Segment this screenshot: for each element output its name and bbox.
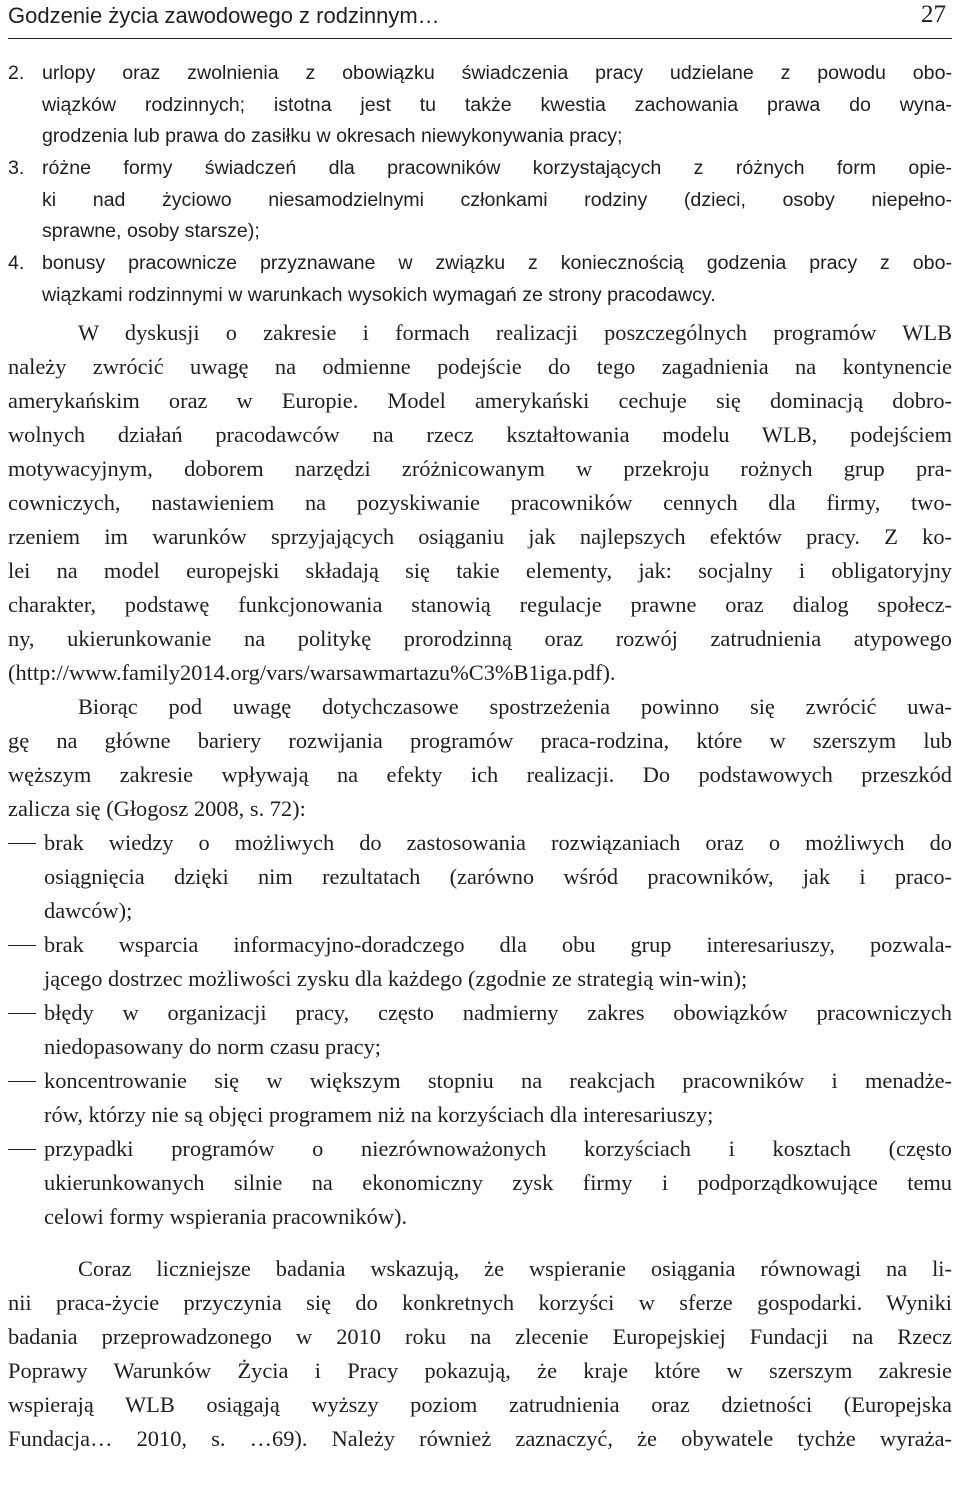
paragraph-line: amerykańskim oraz w Europie. Model amerykański cechuje się dominacją dobro-	[8, 387, 952, 413]
paragraph-line: (http://www.family2014.org/vars/warsawmartazu%C3%B1iga.pdf).	[8, 659, 616, 685]
paragraph-line: Coraz liczniejsze badania wskazują, że wspieranie osiągania równowagi na li-	[78, 1255, 952, 1281]
paragraph-line: motywacyjnym, doborem narzędzi zróżnicowanym w przekroju rożnych grup pra-	[8, 455, 952, 481]
paragraph-line: Poprawy Warunków Życia i Pracy pokazują, że kraje które w szerszym zakresie	[8, 1357, 952, 1383]
dash-marker	[8, 1149, 36, 1150]
paragraph-line: W dyskusji o zakresie i formach realizacji poszczególnych programów WLB	[78, 319, 952, 345]
paragraph-line: rzeniem im warunków sprzyjających osiąganiu jak najlepszych efektów pracy. Z ko-	[8, 523, 952, 549]
dash-item	[8, 996, 952, 1064]
paragraph-line: zalicza się (Głogosz 2008, s. 72):	[8, 795, 306, 821]
paragraph-barriers	[8, 690, 952, 826]
dash-item	[8, 1064, 952, 1132]
list-marker: 3.	[8, 157, 25, 180]
paragraph-line: lei na model europejski składają się takie elementy, jak: socjalny i obligatoryjny	[8, 557, 952, 583]
list-line: różne formy świadczeń dla pracowników korzystających z różnych form opie-	[42, 157, 952, 180]
paragraph-line: gę na główne bariery rozwijania programów praca-rodzina, które w szerszym lub	[8, 727, 952, 753]
dash-marker	[8, 1081, 36, 1082]
paragraph-wlb-models	[8, 316, 952, 690]
list-line: urlopy oraz zwolnienia z obowiązku świadczenia pracy udzielane z powodu obo-	[42, 62, 952, 84]
list-line: grodzenia lub prawa do zasiłku w okresach niewykonywania pracy;	[42, 125, 623, 148]
list-item-4	[8, 248, 952, 311]
list-line: bonusy pracownicze przyznawane w związku z koniecznością godzenia pracy z obo-	[42, 252, 952, 275]
page-body	[8, 58, 952, 1456]
dash-line: przypadki programów o niezrównoważonych korzyściach i kosztach (często	[44, 1135, 952, 1161]
dash-line: jącego dostrzec możliwości zysku dla każdego (zgodnie ze strategią win-win);	[44, 965, 748, 991]
dash-line: osiągnięcia dzięki nim rezultatach (zarówno wśród pracowników, jak i praco-	[44, 863, 952, 889]
section-gap	[8, 1234, 952, 1252]
paragraph-benefits	[8, 1252, 952, 1456]
dash-item	[8, 928, 952, 996]
running-title: Godzenie życia zawodowego z rodzinnym…	[8, 3, 440, 28]
page-number: 27	[921, 1, 946, 28]
list-line: ki nad życiowo niesamodzielnymi członkami rodziny (dzieci, osoby niepełno-	[42, 188, 952, 211]
dash-line: niedopasowany do norm czasu pracy;	[44, 1033, 381, 1059]
list-item-2	[8, 58, 952, 153]
dash-line: celowi formy wspierania pracowników).	[44, 1203, 408, 1229]
paragraph-line: należy zwrócić uwagę na odmienne podejście do tego zagadnienia na kontynencie	[8, 353, 952, 379]
dash-line: ukierunkowanych silnie na ekonomiczny zysk firmy i podporządkowujące temu	[44, 1169, 952, 1195]
dash-list	[8, 826, 952, 1234]
paragraph-line: węższym zakresie wpływają na efekty ich realizacji. Do podstawowych przeszkód	[8, 761, 952, 787]
numbered-list	[8, 58, 952, 312]
dash-line: błędy w organizacji pracy, często nadmierny zakres obowiązków pracowniczych	[44, 999, 952, 1025]
paragraph-line: charakter, podstawę funkcjonowania stanowią regulacje prawne oraz dialog społecz-	[8, 591, 952, 617]
dash-item	[8, 826, 952, 928]
dash-marker	[8, 1013, 36, 1014]
paragraph-line: cowniczych, nastawieniem na pozyskiwanie pracowników cennych dla firmy, two-	[8, 489, 952, 515]
list-line: sprawne, osoby starsze);	[42, 220, 260, 243]
paragraph-line: wolnych działań pracodawców na rzecz kształtowania modelu WLB, podejściem	[8, 421, 952, 447]
list-item-3	[8, 153, 952, 248]
paragraph-line: wspierają WLB osiągają wyższy poziom zatrudnienia oraz dzietności (Europejska	[8, 1391, 952, 1417]
dash-marker	[8, 843, 36, 844]
dash-line: rów, którzy nie są objęci programem niż na korzyściach dla interesariuszy;	[44, 1101, 714, 1127]
paragraph-line: nii praca-życie przyczynia się do konkretnych korzyści w sferze gospodarki. Wyniki	[8, 1289, 952, 1315]
list-line: wiązków rodzinnych; istotna jest tu także kwestia zachowania prawa do wyna-	[42, 93, 952, 116]
dash-line: brak wiedzy o możliwych do zastosowania rozwiązaniach oraz o możliwych do	[44, 829, 952, 855]
dash-line: brak wsparcia informacyjno-doradczego dla obu grup interesariuszy, pozwala-	[44, 931, 952, 957]
dash-line: dawców);	[44, 897, 133, 923]
dash-line: koncentrowanie się w większym stopniu na reakcjach pracowników i menadże-	[44, 1067, 952, 1093]
list-marker: 4.	[8, 252, 25, 275]
list-marker: 2.	[8, 62, 25, 84]
list-line: wiązkami rodzinnymi w warunkach wysokich wymagań ze strony pracodawcy.	[42, 283, 716, 306]
paragraph-line: ny, ukierunkowanie na politykę prorodzinną oraz rozwój zatrudnienia atypowego	[8, 625, 952, 651]
paragraph-line: Fundacja… 2010, s. …69). Należy również zaznaczyć, że obywatele tychże wyraża-	[8, 1425, 952, 1451]
page-header	[8, 0, 952, 39]
paragraph-line: Biorąc pod uwagę dotychczasowe spostrzeżenia powinno się zwrócić uwa-	[78, 693, 952, 719]
paragraph-line: badania przeprowadzonego w 2010 roku na zlecenie Europejskiej Fundacji na Rzecz	[8, 1323, 952, 1349]
dash-marker	[8, 945, 36, 946]
dash-item	[8, 1132, 952, 1234]
